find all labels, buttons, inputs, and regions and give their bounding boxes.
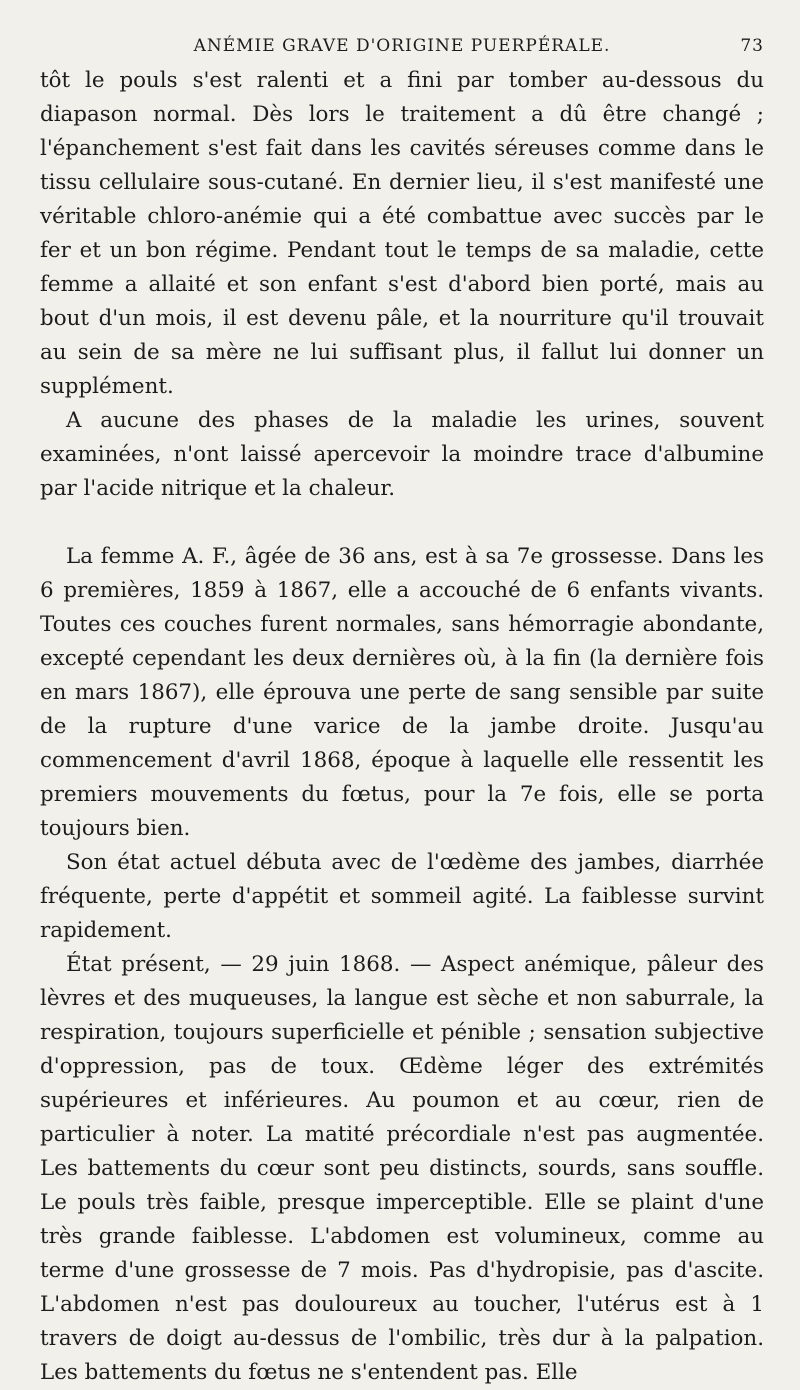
- body-text: [40, 64, 764, 1390]
- running-head: [40, 30, 764, 64]
- paragraph-continuation: tôt le pouls s'est ralenti et a fini par tomber au-dessous du diapason normal. Dès lors le traitement a dû être changé ; l'épanchement s'est fait dans les cavités séreuses comme dans le tissu cellulaire sous-cutané. En dernier lieu, il s'est manifesté une véritable chloro-anémie qui a été combattue avec succès par le fer et un bon régime. Pendant tout le temps de sa maladie, cette femme a allaité et son enfant s'est d'abord bien porté, mais au bout d'un mois, il est devenu pâle, et la nourriture qu'il trouvait au sein de sa mère ne lui suffisant plus, il fallut lui donner un supplément.: [40, 68, 764, 399]
- running-title: ANÉMIE GRAVE D'ORIGINE PUERPÉRALE.: [193, 36, 611, 56]
- page-number: 73: [740, 36, 764, 56]
- paragraph-case-af: La femme A. F., âgée de 36 ans, est à sa 7e grossesse. Dans les 6 premières, 1859 à 1867, elle a accouché de 6 enfants vivants. Toutes ces couches furent normales, sans hémorragie abondante, excepté cependant les deux dernières où, à la fin (la dernière fois en mars 1867), elle éprouva une perte de sang sensible par suite de la rupture d'une varice de la jambe droite. Jusqu'au commencement d'avril 1868, époque à laquelle elle ressentit les premiers mouvements du fœtus, pour la 7e fois, elle se porta toujours bien.: [40, 544, 764, 841]
- paragraph-onset: Son état actuel débuta avec de l'œdème des jambes, diarrhée fréquente, perte d'appétit et sommeil agité. La faiblesse survint rapidement.: [40, 850, 764, 943]
- paragraph-present-state: État présent, — 29 juin 1868. — Aspect anémique, pâleur des lèvres et des muqueuses, la langue est sèche et non saburrale, la respiration, toujours superficielle et pénible ; sensation subjective d'oppression, pas de toux. Œdème léger des extrémités supérieures et inférieures. Au poumon et au cœur, rien de particulier à noter. La matité précordiale n'est pas augmentée. Les battements du cœur sont peu distincts, sourds, sans souffle. Le pouls très faible, presque imperceptible. Elle se plaint d'une très grande faiblesse. L'abdomen est volumineux, comme au terme d'une grossesse de 7 mois. Pas d'hydropisie, pas d'ascite. L'abdomen n'est pas douloureux au toucher, l'utérus est à 1 travers de doigt au-dessus de l'ombilic, très dur à la palpation. Les battements du fœtus ne s'entendent pas. Elle: [40, 952, 764, 1385]
- paragraph-urines: A aucune des phases de la maladie les urines, souvent examinées, n'ont laissé apercevoir la moindre trace d'albumine par l'acide nitrique et la chaleur.: [40, 408, 764, 501]
